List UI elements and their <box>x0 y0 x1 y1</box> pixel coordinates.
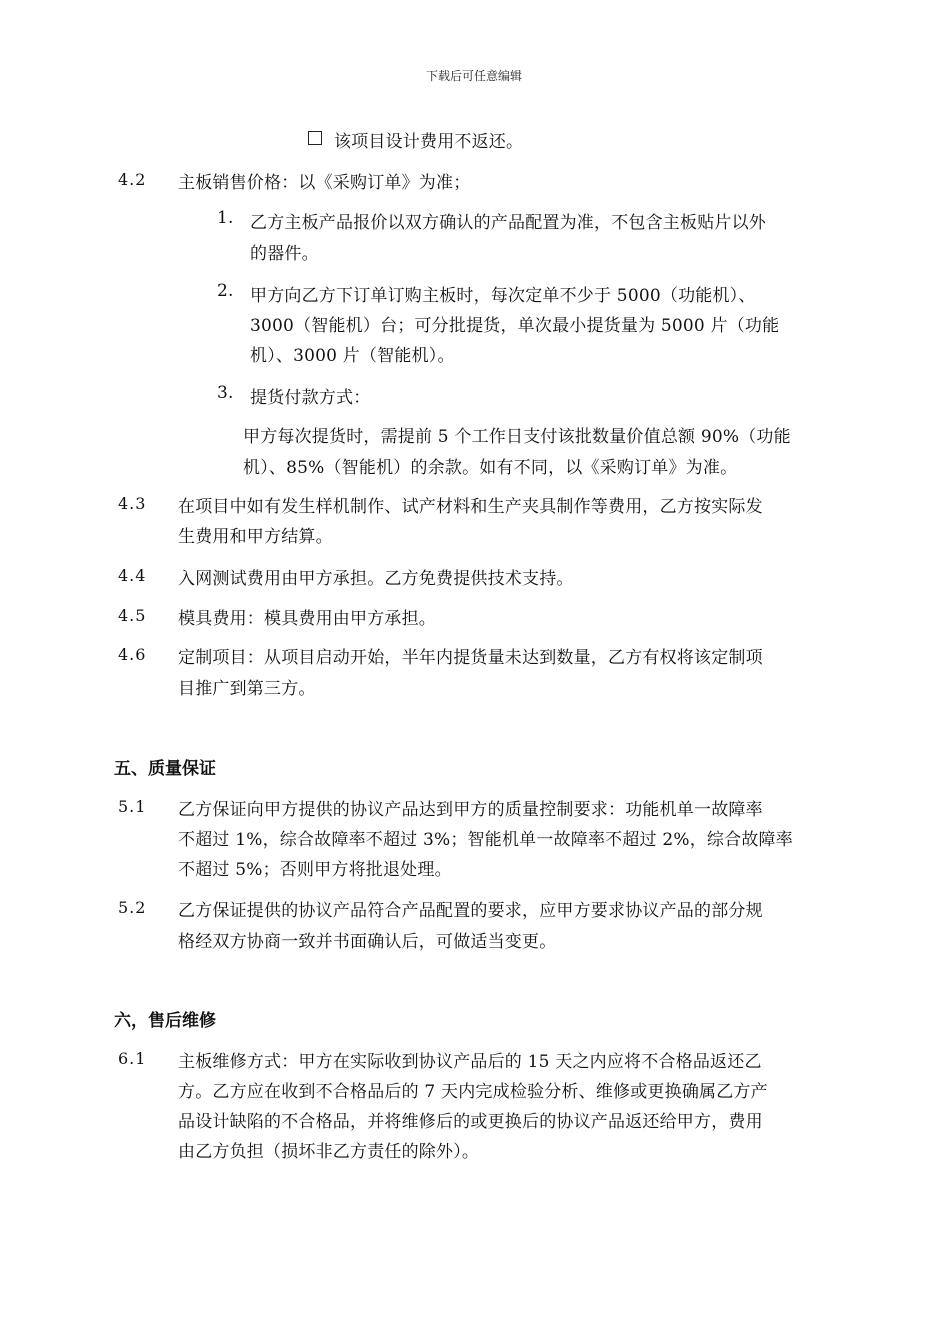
item-2-line-1: 甲方向乙方下订单订购主板时，每次定单不少于 5000（功能机）、 <box>250 286 756 306</box>
item-2-line-2: 3000（智能机）台；可分批提货，单次最小提货量为 5000 片（功能 <box>250 316 780 336</box>
section-4-5-number: 4.5 <box>118 606 147 625</box>
section-4-4-line-1: 入网测试费用由甲方承担。乙方免费提供技术支持。 <box>178 569 574 589</box>
section-4-6-line-1: 定制项目：从项目启动开始，半年内提货量未达到数量，乙方有权将该定制项 <box>178 648 763 668</box>
section-4-2-title: 主板销售价格：以《采购订单》为准； <box>178 173 471 193</box>
section-6-1-line-3: 品设计缺陷的不合格品，并将维修后的或更换后的协议产品返还给甲方，费用 <box>178 1112 763 1132</box>
item-1-number: 1. <box>217 208 234 228</box>
item-3-number: 3. <box>217 383 234 403</box>
section-4-3-number: 4.3 <box>118 494 147 513</box>
section-5-1-line-2: 不超过 1%，综合故障率不超过 3%；智能机单一故障率不超过 2%，综合故障率 <box>178 830 793 850</box>
section-4-3-line-2: 生费用和甲方结算。 <box>178 527 333 547</box>
item-2-line-3: 机）、3000 片（智能机）。 <box>250 346 455 366</box>
section-5-1-line-1: 乙方保证向甲方提供的协议产品达到甲方的质量控制要求：功能机单一故障率 <box>178 800 763 820</box>
page-header: 下载后可任意编辑 <box>426 69 523 83</box>
item-1-line-2: 的器件。 <box>250 244 319 264</box>
item-3-line-1: 提货付款方式： <box>250 388 371 408</box>
section-4-3-line-1: 在项目中如有发生样机制作、试产材料和生产夹具制作等费用，乙方按实际发 <box>178 497 763 517</box>
section-4-4-number: 4.4 <box>118 566 147 585</box>
section-5-1-line-3: 不超过 5%；否则甲方将批退处理。 <box>178 860 452 880</box>
section-4-6-number: 4.6 <box>118 645 147 664</box>
section-5-2-number: 5.2 <box>118 898 147 917</box>
section-6-1-line-1: 主板维修方式：甲方在实际收到协议产品后的 15 天之内应将不合格品返还乙 <box>178 1052 762 1072</box>
heading-after-sales-repair: 六，售后维修 <box>114 1011 216 1031</box>
item-1-line-1: 乙方主板产品报价以双方确认的产品配置为准，不包含主板贴片以外 <box>250 213 766 233</box>
section-6-1-line-4: 由乙方负担（损坏非乙方责任的除外）。 <box>178 1142 480 1162</box>
payment-line-1: 甲方每次提货时，需提前 5 个工作日支付该批数量价值总额 90%（功能 <box>243 427 791 447</box>
item-2-number: 2. <box>217 281 234 301</box>
section-4-6-line-2: 目推广到第三方。 <box>178 679 316 699</box>
section-6-1-line-2: 方。乙方应在收到不合格品后的 7 天内完成检验分析、维修或更换确属乙方产 <box>178 1082 768 1102</box>
check-item-text: 该项目设计费用不返还。 <box>334 132 524 152</box>
section-5-1-number: 5.1 <box>118 797 147 816</box>
section-4-5-line-1: 模具费用：模具费用由甲方承担。 <box>178 609 436 629</box>
section-6-1-number: 6.1 <box>118 1049 147 1068</box>
heading-quality-assurance: 五、质量保证 <box>114 759 216 779</box>
payment-line-2: 机）、85%（智能机）的余款。如有不同，以《采购订单》为准。 <box>243 458 738 478</box>
checkbox[interactable] <box>308 131 322 145</box>
section-5-2-line-1: 乙方保证提供的协议产品符合产品配置的要求，应甲方要求协议产品的部分规 <box>178 901 763 921</box>
section-5-2-line-2: 格经双方协商一致并书面确认后，可做适当变更。 <box>178 932 557 952</box>
section-4-2-number: 4.2 <box>118 170 147 189</box>
